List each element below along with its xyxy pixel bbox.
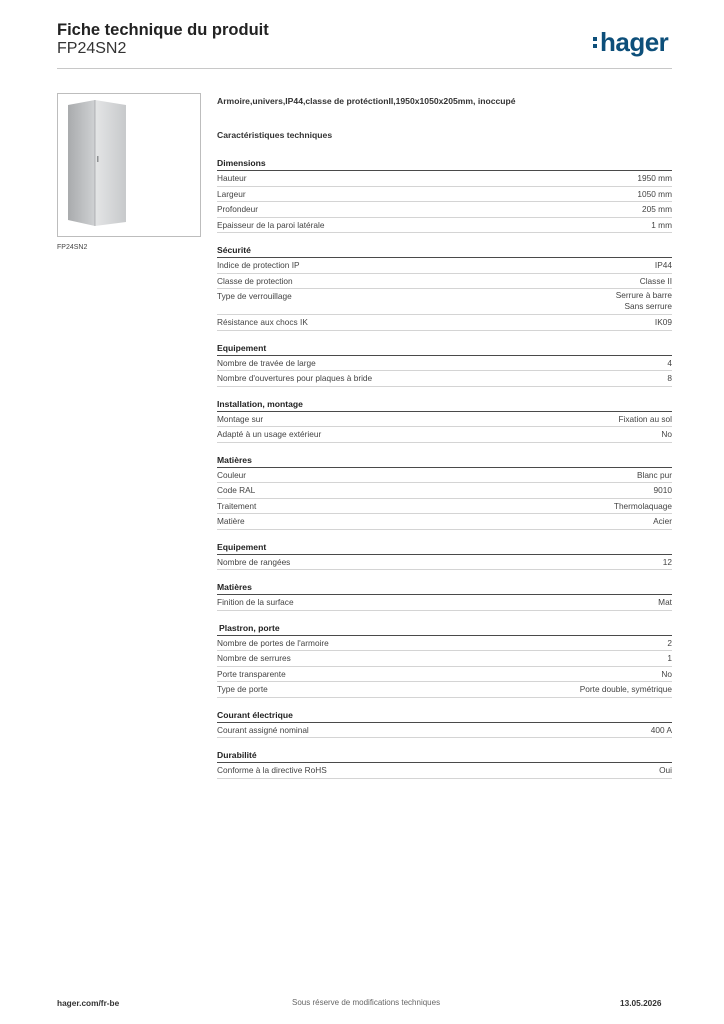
spec-value: 1 mm: [651, 219, 672, 230]
spec-row: [217, 651, 672, 667]
spec-section: [217, 709, 672, 739]
spec-row: [217, 289, 672, 315]
spec-content: [217, 96, 672, 790]
spec-row: [217, 468, 672, 484]
section-title: Installation, montage: [217, 398, 672, 412]
spec-row: [217, 499, 672, 515]
logo-dots-icon: [593, 34, 598, 51]
spec-value: Classe II: [639, 275, 672, 286]
section-title: Dimensions: [217, 157, 672, 171]
spec-row: [217, 315, 672, 331]
spec-label: Profondeur: [217, 204, 259, 214]
hager-logo: [593, 27, 668, 58]
spec-value: 1: [667, 653, 672, 663]
spec-value: Fixation au sol: [618, 413, 672, 424]
section-title: Sécurité: [217, 244, 672, 258]
spec-row: [217, 427, 672, 443]
spec-label: Montage sur: [217, 413, 264, 424]
spec-row: [217, 555, 672, 571]
section-title: Durabilité: [217, 749, 672, 763]
section-title: Equipement: [217, 541, 672, 555]
spec-value: 12: [662, 556, 672, 567]
spec-label: Adapté à un usage extérieur: [217, 429, 322, 439]
spec-section: [217, 398, 672, 443]
spec-label: Nombre d'ouvertures pour plaques à bride: [217, 373, 373, 383]
section-title: Equipement: [217, 342, 672, 356]
spec-label: Couleur: [217, 469, 247, 480]
spec-label: Hauteur: [217, 173, 247, 183]
product-image: [57, 93, 201, 237]
spec-section: [217, 541, 672, 571]
image-caption: FP24SN2: [57, 244, 88, 251]
spec-value: 9010: [653, 485, 672, 495]
spec-value: Acier: [653, 516, 672, 526]
spec-label: Matière: [217, 516, 245, 526]
spec-section: [217, 342, 672, 387]
spec-value: 400 A: [650, 724, 672, 735]
spec-row: [217, 258, 672, 274]
spec-row: [217, 763, 672, 779]
spec-value: Mat: [658, 597, 672, 607]
section-title: Courant électrique: [217, 709, 672, 723]
spec-label: Courant assigné nominal: [217, 724, 309, 735]
spec-label: Conforme à la directive RoHS: [217, 765, 327, 775]
spec-row: [217, 171, 672, 187]
spec-label: Code RAL: [217, 485, 256, 495]
spec-row: [217, 202, 672, 218]
spec-label: Finition de la surface: [217, 597, 294, 607]
spec-value: 205 mm: [642, 204, 672, 214]
spec-label: Résistance aux chocs IK: [217, 317, 308, 327]
spec-label: Indice de protection IP: [217, 260, 300, 270]
spec-value: 2: [667, 637, 672, 648]
spec-label: Type de porte: [217, 684, 268, 694]
tech-characteristics-title: Caractéristiques techniques: [217, 130, 333, 140]
spec-row: [217, 514, 672, 530]
spec-value: 1050 mm: [637, 188, 672, 199]
spec-value: No: [661, 429, 672, 439]
product-description: Armoire,univers,IP44,classe de protéctionII,1950x1050x205mm, inoccupé: [217, 96, 516, 106]
spec-label: Type de verrouillage: [217, 291, 292, 301]
spec-label: Epaisseur de la paroi latérale: [217, 219, 325, 230]
spec-value: Oui: [659, 765, 672, 775]
section-title: Plastron, porte: [217, 622, 672, 636]
spec-label: Nombre de portes de l'armoire: [217, 637, 329, 648]
spec-section: [217, 581, 672, 611]
spec-sections: [217, 157, 672, 779]
spec-section: [217, 157, 672, 233]
spec-row: [217, 595, 672, 611]
logo-text: hager: [600, 27, 669, 57]
spec-value: 1950 mm: [637, 173, 672, 183]
spec-value: No: [661, 668, 672, 679]
spec-value: 4: [667, 357, 672, 368]
spec-label: Nombre de travée de large: [217, 357, 316, 368]
spec-label: Classe de protection: [217, 275, 293, 286]
spec-value: IP44: [654, 260, 672, 270]
section-title: Matières: [217, 581, 672, 595]
spec-label: Nombre de rangées: [217, 556, 291, 567]
spec-label: Traitement: [217, 500, 257, 511]
spec-row: [217, 667, 672, 683]
spec-value-line: Sans serrure: [624, 301, 672, 311]
spec-value: 8: [667, 373, 672, 383]
spec-value: Blanc pur: [636, 469, 672, 480]
spec-section: [217, 749, 672, 779]
spec-row: [217, 723, 672, 739]
page-title: Fiche technique du produit: [57, 21, 269, 39]
spec-section: [217, 244, 672, 331]
spec-label: Porte transparente: [217, 668, 286, 679]
footer-disclaimer: Sous réserve de modifications techniques: [292, 998, 441, 1007]
spec-row: [217, 218, 672, 234]
spec-section: [217, 622, 672, 698]
footer-website: hager.com/fr-be: [57, 998, 120, 1008]
spec-row: [217, 483, 672, 499]
spec-row: [217, 371, 672, 387]
spec-row: [217, 636, 672, 652]
spec-row: [217, 412, 672, 428]
spec-section: [217, 454, 672, 530]
spec-value: IK09: [654, 317, 672, 327]
header-divider: [57, 68, 672, 69]
cabinet-icon: [58, 94, 200, 236]
spec-label: Largeur: [217, 188, 246, 199]
spec-row: [217, 187, 672, 203]
section-title: Matières: [217, 454, 672, 468]
spec-row: [217, 274, 672, 290]
spec-row: [217, 682, 672, 698]
spec-value: Porte double, symétrique: [579, 684, 672, 694]
product-code: FP24SN2: [57, 40, 127, 57]
spec-value-line: Serrure à barre: [615, 290, 672, 300]
spec-value: [616, 289, 672, 314]
spec-row: [217, 356, 672, 372]
footer-date: 13.05.2026: [620, 998, 662, 1008]
spec-value: Thermolaquage: [613, 500, 672, 511]
spec-label: Nombre de serrures: [217, 653, 291, 663]
